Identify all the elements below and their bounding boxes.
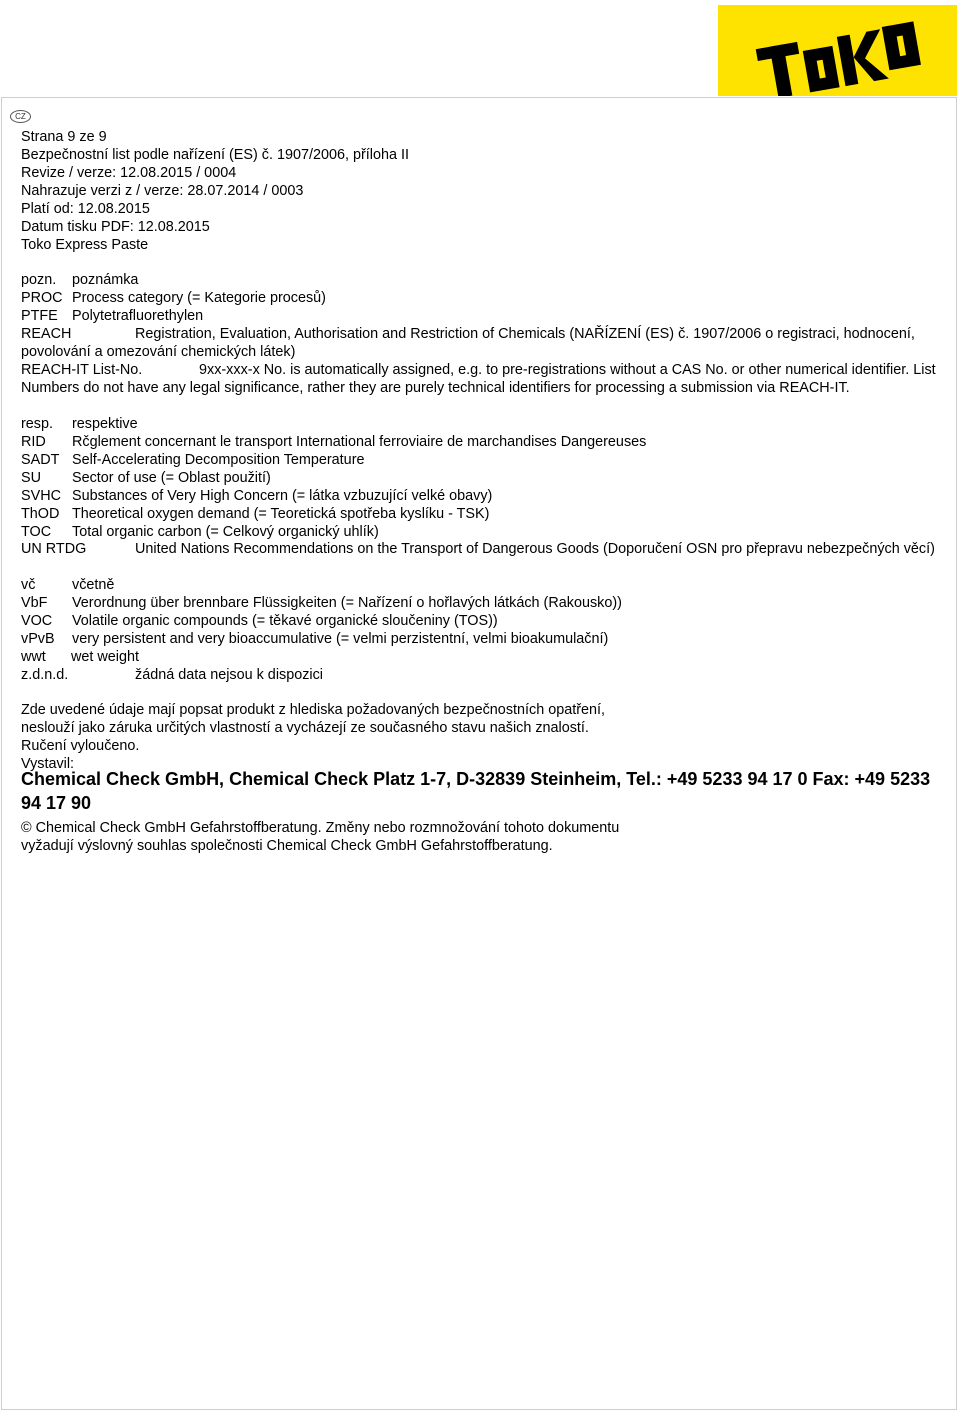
abbreviation-term: SU [21,470,41,486]
abbreviation-term: PTFE [21,308,58,324]
abbreviation-definition: včetně [72,577,115,593]
abbreviation-row [21,666,323,684]
abbreviation-row [21,469,271,487]
abbreviation-row [21,361,936,397]
abbreviation-row [21,433,646,451]
copyright-line: © Chemical Check GmbH Gefahrstoffberatung. Změny nebo rozmnožování tohoto dokumentu [21,820,620,836]
print-date: Datum tisku PDF: 12.08.2015 [21,219,210,235]
abbreviation-term: VbF [21,595,48,611]
abbreviation-definition: Polytetrafluorethylen [72,308,204,324]
abbreviation-term: VOC [21,613,53,629]
abbreviation-row [21,612,498,630]
abbreviation-row [21,594,622,612]
abbreviation-term: SADT [21,452,60,468]
abbreviation-term: RID [21,434,46,450]
disclaimer-line: Ručení vyloučeno. [21,738,140,754]
abbreviation-row [21,307,203,325]
abbreviation-term: REACH [21,326,72,342]
abbreviation-definition: Verordnung über brennbare Flüssigkeiten (= Nařízení o hořlavých látkách (Rakousko)) [72,595,622,611]
abbreviation-row [21,505,489,523]
product-name: Toko Express Paste [21,237,149,253]
revision-version: Revize / verze: 12.08.2015 / 0004 [21,165,237,181]
abbreviation-term: TOC [21,524,52,540]
abbreviation-definition: poznámka [72,272,139,288]
abbreviation-definition: Sector of use (= Oblast použití) [72,470,271,486]
abbreviation-term: SVHC [21,488,61,504]
abbreviation-definition: 9xx-xxx-x No. is automatically assigned, e.g. to pre-registrations without a CAS No. or other numerical identifier. List Numbers do not have any legal significance, rather they are purely technical identifiers for processing a submission via REACH-IT. [21,362,936,396]
abbreviation-row [21,451,364,469]
abbreviation-definition: Process category (= Kategorie procesů) [72,290,326,306]
replaces-version: Nahrazuje verzi z / verze: 28.07.2014 / 0003 [21,183,304,199]
abbreviation-definition: United Nations Recommendations on the Transport of Dangerous Goods (Doporučení OSN pro přepravu nebezpečných věcí) [135,541,935,557]
regulation-title: Bezpečnostní list podle nařízení (ES) č. 1907/2006, příloha II [21,147,409,163]
abbreviation-term: PROC [21,290,63,306]
abbreviation-definition: Self-Accelerating Decomposition Temperature [72,452,365,468]
abbreviation-definition: Volatile organic compounds (= těkavé organické sloučeniny (TOS)) [72,613,498,629]
abbreviation-definition: very persistent and very bioaccumulative (= velmi perzistentní, velmi bioakumulační) [72,631,609,647]
toko-logo-graphic [718,5,957,96]
abbreviation-term: UN RTDG [21,541,87,557]
abbreviation-term: vPvB [21,631,55,647]
abbreviation-definition: respektive [72,416,138,432]
abbreviation-row [21,415,138,433]
abbreviation-row [21,648,139,666]
issued-by-label: Vystavil: [21,756,75,772]
abbreviation-row [21,487,492,505]
abbreviation-row [21,325,936,361]
abbreviation-term: REACH-IT List-No. [21,362,143,378]
page-number: Strana 9 ze 9 [21,129,107,145]
abbreviation-definition: Theoretical oxygen demand (= Teoretická spotřeba kyslíku - TSK) [72,506,490,522]
disclaimer-line: neslouží jako záruka určitých vlastností a vycházejí ze současného stavu našich znalostí. [21,720,589,736]
toko-logo [718,5,957,96]
abbreviation-definition: wet weight [71,649,139,665]
abbreviation-term: ThOD [21,506,60,522]
abbreviation-term: resp. [21,416,53,432]
abbreviation-row [21,630,608,648]
abbreviation-term: z.d.n.d. [21,667,69,683]
abbreviation-row [21,540,936,558]
abbreviation-row [21,523,379,541]
abbreviation-definition: Rčglement concernant le transport International ferroviaire de marchandises Dangereuses [72,434,647,450]
abbreviation-definition: Total organic carbon (= Celkový organický uhlík) [72,524,379,540]
abbreviation-definition: Substances of Very High Concern (= látka vzbuzující velké obavy) [72,488,493,504]
abbreviation-definition: Registration, Evaluation, Authorisation and Restriction of Chemicals (NAŘÍZENÍ (ES) č. 1907/2006 o registraci, hodnocení, povolování a omezování chemických látek) [21,326,915,360]
issuer-contact: Chemical Check GmbH, Chemical Check Platz 1-7, D-32839 Steinheim, Tel.: +49 5233 94 17 0 Fax: +49 5233 94 17 90 [21,769,931,813]
copyright-line: vyžadují výslovný souhlas společnosti Chemical Check GmbH Gefahrstoffberatung. [21,838,553,854]
country-code-badge: CZ [10,110,31,123]
abbreviation-row [21,271,138,289]
abbreviation-term: pozn. [21,272,57,288]
abbreviation-row [21,289,326,307]
abbreviation-definition: žádná data nejsou k dispozici [135,667,323,683]
abbreviation-term: vč [21,577,36,593]
disclaimer-line: Zde uvedené údaje mají popsat produkt z hlediska požadovaných bezpečnostních opatření, [21,702,606,718]
abbreviation-term: wwt [21,649,46,665]
valid-from: Platí od: 12.08.2015 [21,201,150,217]
abbreviation-row [21,576,114,594]
